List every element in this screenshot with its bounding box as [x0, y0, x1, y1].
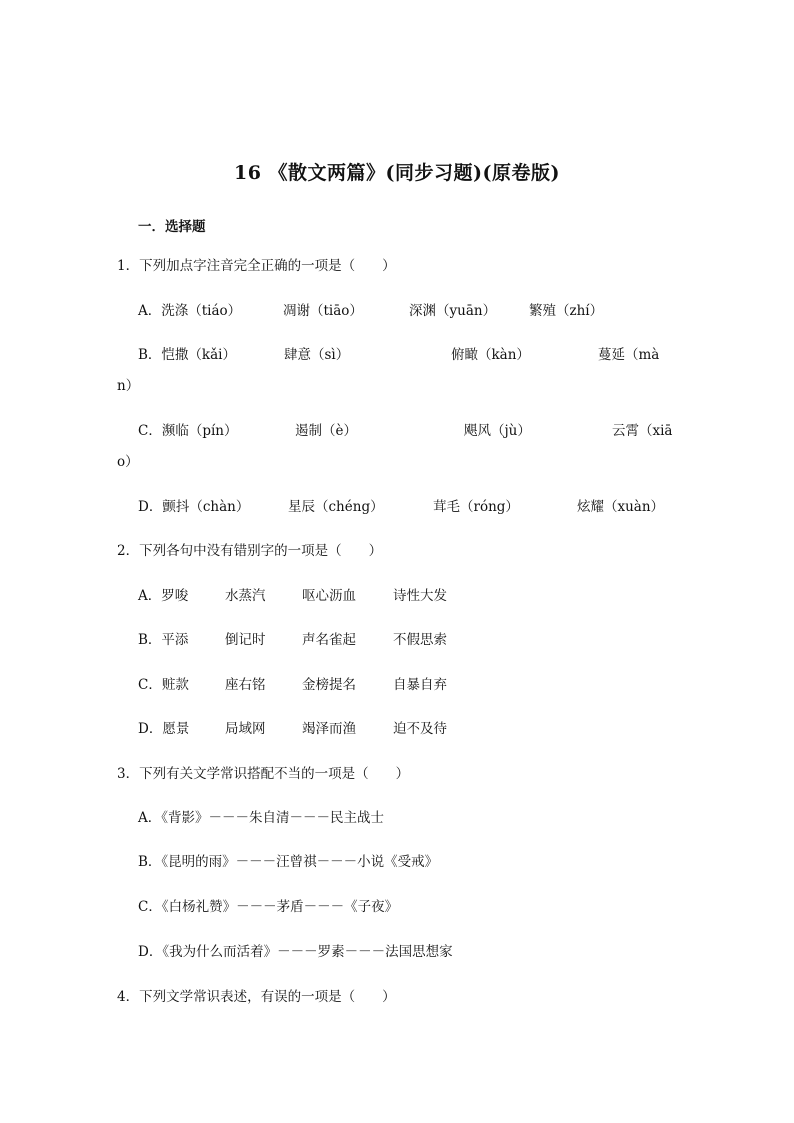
q1-option-b-item-1: B．恺撒（kǎi）: [138, 347, 236, 363]
q3-option-c: C．《白杨礼赞》－－－茅盾－－－《子夜》: [138, 899, 399, 915]
q2-option-c-item-4: 自暴自弃: [393, 677, 447, 693]
q2-option-b-item-3: 声名雀起: [302, 632, 356, 648]
q1-option-a-item-2: 凋谢（tiāo）: [283, 303, 363, 319]
q1-option-a-item-3: 深渊（yuān）: [409, 303, 497, 319]
question-3-stem: 3．下列有关文学常识搭配不当的一项是（ ）: [117, 766, 410, 782]
q3-option-d: D．《我为什么而活着》－－－罗素－－－法国思想家: [138, 944, 453, 960]
q1-option-c-item-4: 云霄（xiā: [612, 423, 673, 439]
q1-option-c-item-3: 飓风（jù）: [464, 423, 531, 439]
q3-option-b: B．《昆明的雨》－－－汪曾祺－－－小说《受戒》: [138, 854, 439, 870]
q2-option-a-item-1: A．罗唆: [138, 588, 189, 604]
q1-option-d-item-4: 炫耀（xuàn）: [577, 499, 665, 515]
q1-option-b-wrap: n）: [117, 378, 140, 394]
q2-option-b-item-4: 不假思索: [393, 632, 447, 648]
q1-option-b-item-3: 俯瞰（kàn）: [451, 347, 530, 363]
q1-option-a-item-4: 繁殖（zhí）: [529, 303, 604, 319]
q1-option-d-item-1: D．颤抖（chàn）: [138, 499, 250, 515]
q2-option-a-item-2: 水蒸汽: [225, 588, 266, 604]
q2-option-c-item-2: 座右铭: [225, 677, 266, 693]
q1-option-b-item-2: 肆意（sì）: [284, 347, 350, 363]
q2-option-a-item-4: 诗性大发: [393, 588, 447, 604]
q1-option-d-item-3: 茸毛（róng）: [433, 499, 519, 515]
q1-option-c-wrap: o）: [117, 454, 139, 470]
q2-option-d-item-4: 迫不及待: [393, 721, 447, 737]
q2-option-b-item-2: 倒记时: [225, 632, 266, 648]
q1-option-c-item-2: 遏制（è）: [295, 423, 357, 439]
q1-option-b-item-4: 蔓延（mà: [598, 347, 660, 363]
q2-option-c-item-3: 金榜提名: [302, 677, 356, 693]
q2-option-a-item-3: 呕心沥血: [302, 588, 356, 604]
q2-option-c-item-1: C．赃款: [138, 677, 189, 693]
page-title: 16 《散文两篇》(同步习题)(原卷版): [233, 162, 560, 184]
q3-option-a: A．《背影》－－－朱自清－－－民主战士: [138, 810, 384, 826]
q2-option-b-item-1: B．平添: [138, 632, 189, 648]
question-2-stem: 2．下列各句中没有错别字的一项是（ ）: [117, 543, 383, 559]
q2-option-d-item-1: D．愿景: [138, 721, 190, 737]
question-4-stem: 4．下列文学常识表述，有误的一项是（ ）: [117, 989, 396, 1005]
q1-option-c-item-1: C．濒临（pín）: [138, 423, 238, 439]
question-1-stem: 1．下列加点字注音完全正确的一项是（ ）: [117, 258, 396, 274]
section-heading: 一．选择题: [138, 219, 206, 235]
q1-option-a-item-1: A．洗涤（tiáo）: [138, 303, 242, 319]
q2-option-d-item-3: 竭泽而渔: [302, 721, 356, 737]
q2-option-d-item-2: 局域网: [225, 721, 266, 737]
q1-option-d-item-2: 星辰（chéng）: [288, 499, 384, 515]
